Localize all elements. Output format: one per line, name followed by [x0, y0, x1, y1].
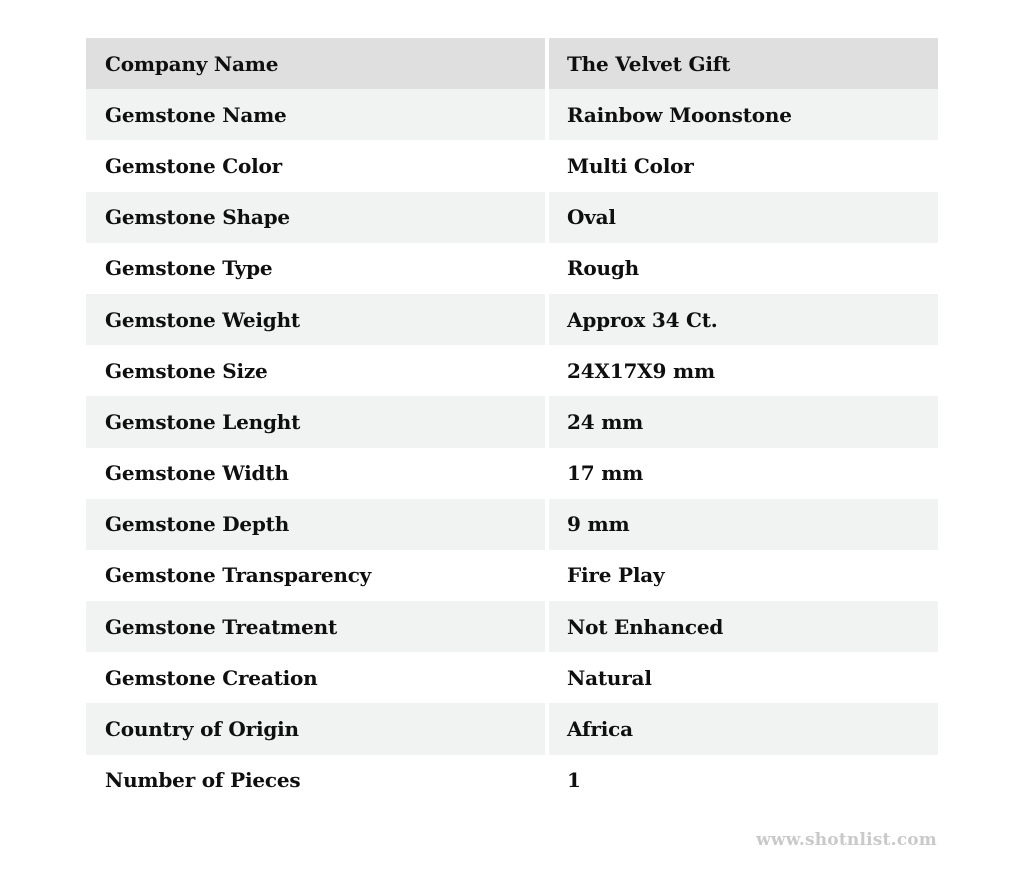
spec-value: Multi Color — [549, 140, 938, 191]
spec-row — [86, 192, 938, 243]
spec-row — [86, 550, 938, 601]
spec-value: 24 mm — [549, 396, 938, 447]
spec-value: Rough — [549, 243, 938, 294]
spec-row — [86, 396, 938, 447]
spec-label: Gemstone Depth — [86, 499, 545, 550]
spec-value: Rainbow Moonstone — [549, 89, 938, 140]
spec-value: The Velvet Gift — [549, 38, 938, 89]
spec-label: Gemstone Creation — [86, 652, 545, 703]
spec-value: Fire Play — [549, 550, 938, 601]
spec-value: Africa — [549, 703, 938, 754]
watermark-text: www.shotnlist.com — [756, 830, 937, 850]
spec-row — [86, 703, 938, 754]
spec-row — [86, 448, 938, 499]
spec-row — [86, 652, 938, 703]
spec-label: Gemstone Lenght — [86, 396, 545, 447]
spec-label: Number of Pieces — [86, 755, 545, 806]
spec-label: Gemstone Weight — [86, 294, 545, 345]
spec-row — [86, 601, 938, 652]
spec-row — [86, 755, 938, 806]
spec-value: 1 — [549, 755, 938, 806]
spec-row — [86, 243, 938, 294]
spec-row — [86, 499, 938, 550]
spec-value: 17 mm — [549, 448, 938, 499]
spec-value: Not Enhanced — [549, 601, 938, 652]
spec-row — [86, 140, 938, 191]
spec-value: Natural — [549, 652, 938, 703]
spec-label: Gemstone Treatment — [86, 601, 545, 652]
spec-row — [86, 345, 938, 396]
spec-value: 24X17X9 mm — [549, 345, 938, 396]
spec-value: Approx 34 Ct. — [549, 294, 938, 345]
spec-label: Country of Origin — [86, 703, 545, 754]
spec-label: Gemstone Width — [86, 448, 545, 499]
spec-value: Oval — [549, 192, 938, 243]
spec-label: Gemstone Transparency — [86, 550, 545, 601]
spec-label: Gemstone Name — [86, 89, 545, 140]
spec-label: Gemstone Type — [86, 243, 545, 294]
spec-label: Gemstone Shape — [86, 192, 545, 243]
spec-label: Gemstone Size — [86, 345, 545, 396]
spec-row — [86, 38, 938, 89]
spec-row — [86, 89, 938, 140]
gemstone-spec-table — [86, 38, 938, 806]
spec-value: 9 mm — [549, 499, 938, 550]
spec-label: Company Name — [86, 38, 545, 89]
spec-label: Gemstone Color — [86, 140, 545, 191]
spec-row — [86, 294, 938, 345]
